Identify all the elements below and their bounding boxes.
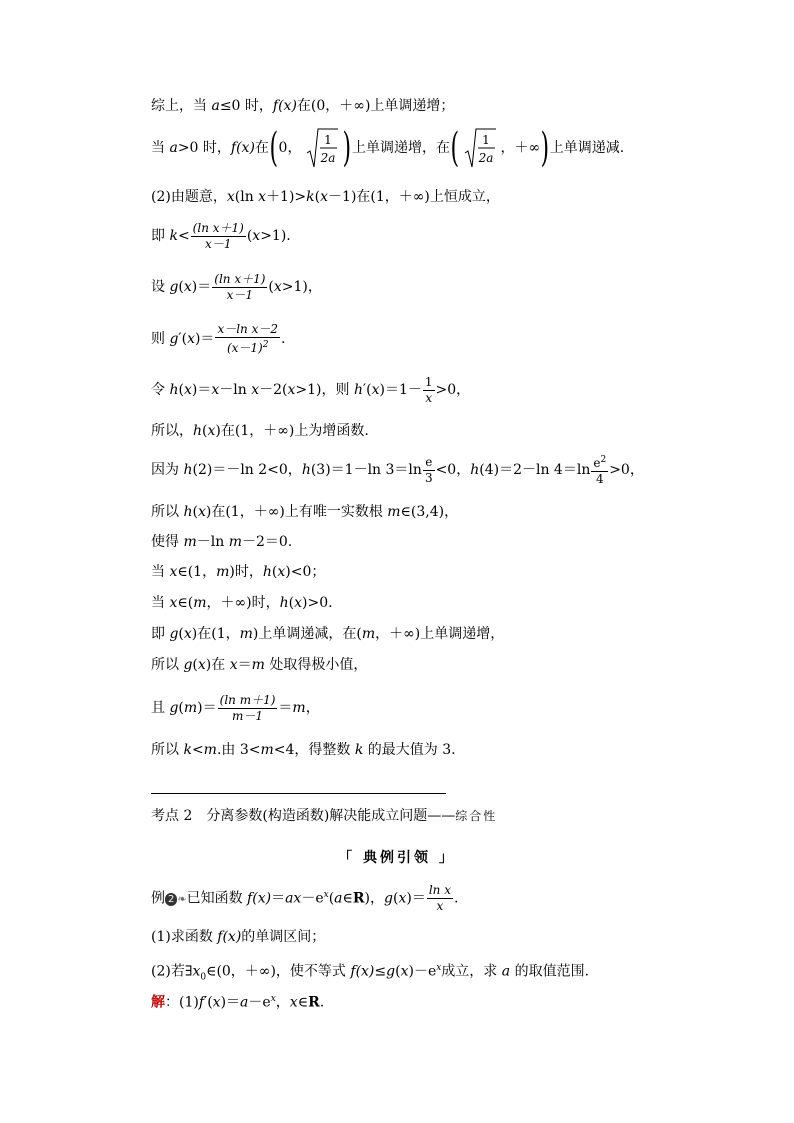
text-line-14: 即 g(x)在(1，m)上单调递减，在(m，＋∞)上单调递增， bbox=[151, 626, 505, 642]
example-statement: 例 2 ❧已知函数 $f(x)=ax-e^x(a\in R)$，g(x)＝ $\frac{\text{ln x}}{x}$ . bbox=[151, 883, 459, 914]
text-line-9: 因为 h(2)＝－ln 2<0，h(3)＝1－ln 3＝ln $\frac{e}{3}$ <0，h(4)＝2－ln 4＝ln $\frac{e^2}{4}$ >0， bbox=[151, 454, 644, 486]
right-paren-2: ) bbox=[540, 125, 550, 171]
sqrt-1-over-2a-2 bbox=[464, 126, 496, 170]
right-paren: ) bbox=[342, 125, 352, 171]
fraction: $\frac{e^2}{4}$ bbox=[593, 455, 607, 486]
text-line-8: 所以，h(x)在(1，＋∞)上为增函数. bbox=[151, 423, 369, 439]
solution-start: 解：$(1)f'(x)=a-e^x$，x∈R. bbox=[151, 994, 325, 1011]
question-1: (1)求函数 f(x)的单调区间； bbox=[151, 929, 326, 945]
text-line-6: 则 g′(x)＝ $\frac{\text{x－ln x－2}}{(x-1)^2}$ . bbox=[151, 322, 286, 355]
example-banner: 「 典例引领 」 bbox=[338, 850, 456, 866]
fraction: $\frac{\text{(ln m＋1)}}{m-1}$ bbox=[219, 692, 276, 723]
svg-text:1: 1 bbox=[324, 133, 332, 147]
text-line-16: 且 g(m)＝ $\frac{\text{(ln m＋1)}}{m-1}$ ＝m， bbox=[151, 692, 320, 723]
sqrt-1-over-2a bbox=[306, 126, 338, 170]
left-paren-2: ( bbox=[450, 125, 460, 171]
text-line-4: 即 k< $\frac{\text{(ln x＋1)}}{x-1}$ (x>1). bbox=[151, 220, 291, 251]
text-line-13: 当 x∈(m，＋∞)时，h(x)>0. bbox=[151, 595, 333, 611]
text-line-17: 所以 k<m.由 3<m<4，得整数 k 的最大值为 3. bbox=[151, 742, 456, 758]
text-line-7: 令 h(x)＝x－ln x－2(x>1)，则 h′(x)＝1－ $\frac{1}{x}$ >0， bbox=[151, 374, 471, 405]
text-line-15: 所以 g(x)在 x＝m 处取得极小值， bbox=[151, 657, 368, 673]
fraction: $\frac{\text{x－ln x－2}}{(x-1)^2}$ bbox=[217, 322, 278, 355]
text-line-12: 当 x∈(1，m)时，h(x)<0； bbox=[151, 564, 326, 580]
svg-text:2a: 2a bbox=[320, 151, 336, 165]
text-line-2: 当 a>0 时，f(x)在(0， 1 2a )上单调递增，在( 1 2a ，＋∞)上单调递减. bbox=[151, 125, 625, 171]
text-line-11: 使得 m－ln m－2＝0. bbox=[151, 534, 293, 550]
question-2: (2)若$\exists x_0\in(0$，＋∞)，使不等式 $f(x)\le g(x)-e^x$成立，求 a 的取值范围. bbox=[151, 963, 590, 983]
solution-label: 解 bbox=[151, 994, 165, 1011]
fraction: $\frac{\text{ln x}}{x}$ bbox=[428, 883, 451, 914]
left-paren: ( bbox=[269, 125, 279, 171]
section-heading: 考点 2 分离参数(构造函数)解决能成立问题——综合性 bbox=[151, 808, 498, 824]
fraction: $\frac{1}{x}$ bbox=[424, 374, 433, 405]
text-line-10: 所以 h(x)在(1，＋∞)上有唯一实数根 m∈(3,4)， bbox=[151, 504, 459, 520]
svg-text:2a: 2a bbox=[478, 151, 494, 165]
example-number-badge: 2 bbox=[165, 893, 177, 906]
section-divider bbox=[151, 793, 446, 794]
leaf-icon: ❧ bbox=[177, 892, 187, 906]
svg-text:1: 1 bbox=[482, 133, 490, 147]
text-line-3: (2)由题意，x(ln x＋1)>k(x－1)在(1，＋∞)上恒成立， bbox=[151, 189, 500, 205]
fraction: $\frac{\text{(ln x＋1)}}{x-1}$ bbox=[192, 220, 244, 251]
text-line-1: 综上，当 a≤0 时，f(x)在(0，＋∞)上单调递增； bbox=[151, 98, 455, 114]
fraction: $\frac{\text{(ln x＋1)}}{x-1}$ bbox=[214, 271, 266, 302]
fraction: $\frac{e}{3}$ bbox=[424, 454, 433, 485]
text-line-5: 设 g(x)＝ $\frac{\text{(ln x＋1)}}{x-1}$ (x>1)， bbox=[151, 271, 322, 302]
